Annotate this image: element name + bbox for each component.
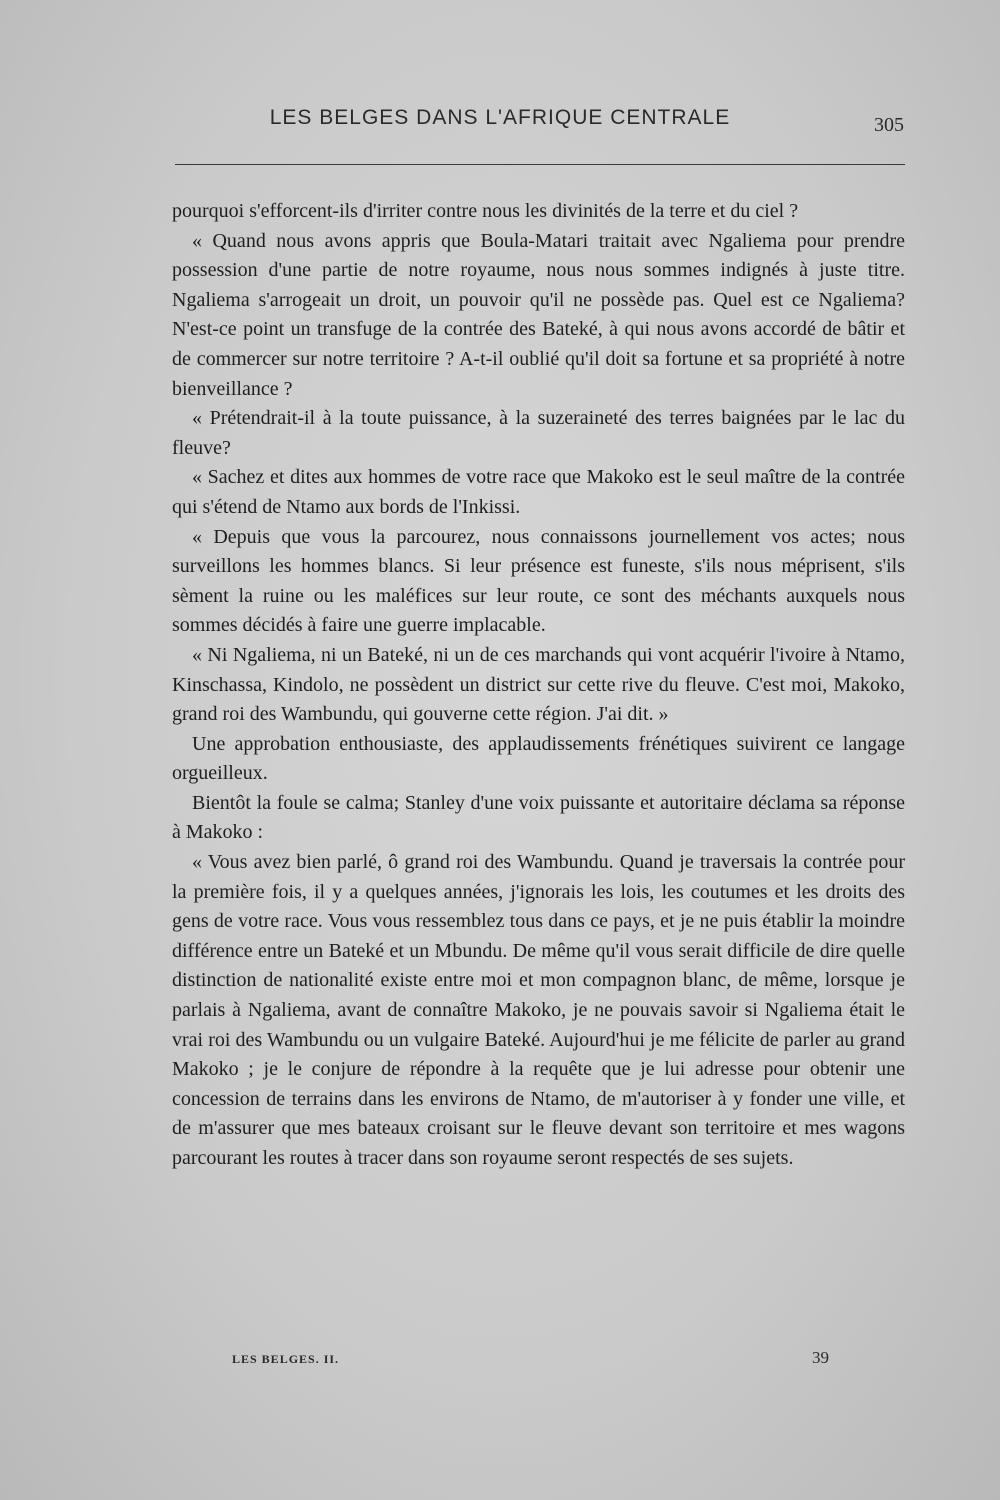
running-header: LES BELGES DANS L'AFRIQUE CENTRALE	[269, 106, 731, 129]
paragraph: Une approbation enthousiaste, des applaudissements frénétiques suivirent ce langage orgueilleux.	[172, 732, 905, 785]
paragraph: Bientôt la foule se calma; Stanley d'une voix puissante et autoritaire déclama sa réponse à Makoko :	[172, 791, 905, 844]
paragraph: « Quand nous avons appris que Boula-Matari traitait avec Ngaliema pour prendre possession d'une partie de notre royaume, nous nous sommes indignés à juste titre. Ngaliema s'arrogeait un droit, un pouvoir qu'il ne possède pas. Quel est ce Ngaliema? N'est-ce point un transfuge de la contrée des Bateké, à qui nous avons accordé de bâtir et de commercer sur notre territoire ? A-t-il oublié qu'il doit sa fortune et sa propriété à notre bienveillance ?	[172, 229, 905, 400]
header-rule	[175, 164, 905, 165]
page-number: 305	[874, 114, 904, 136]
footer-signature: LES BELGES. II.	[232, 1352, 340, 1366]
paragraph: « Vous avez bien parlé, ô grand roi des Wambundu. Quand je traversais la contrée pour la première fois, il y a quelques années, j'ignorais les lois, les coutumes et les droits des gens de votre race. Vous vous ressemblez tous dans ce pays, et je ne puis établir la moindre différence entre un Bateké et un Mbundu. De même qu'il vous serait difficile de dire quelle distinction de nationalité existe entre moi et mon compagnon blanc, de même, lorsque je parlais à Ngaliema, avant de connaître Makoko, je ne pouvais savoir si Ngaliema était le vrai roi des Wambundu ou un vulgaire Bateké. Aujourd'hui je me félicite de parler au grand Makoko ; je le conjure de répondre à la requête que je lui adresse pour obtenir une concession de terrains dans les environs de Ntamo, de m'autoriser à y fonder une ville, et de m'assurer que mes bateaux croisant sur le fleuve devant son territoire et mes wagons parcourant les routes à tracer dans son royaume seront respectés de ses sujets.	[172, 851, 905, 1169]
paragraph: « Ni Ngaliema, ni un Bateké, ni un de ces marchands qui vont acquérir l'ivoire à Ntamo, Kinschassa, Kindolo, ne possèdent un district sur cette rive du fleuve. C'est moi, Makoko, grand roi des Wambundu, qui gouverne cette région. J'ai dit. »	[172, 643, 905, 726]
paragraph: « Prétendrait-il à la toute puissance, à la suzeraineté des terres baignées par le lac du fleuve?	[172, 407, 905, 459]
paragraph: « Sachez et dites aux hommes de votre race que Makoko est le seul maître de la contrée qui s'étend de Ntamo aux bords de l'Inkissi.	[172, 466, 905, 518]
footer-sheet-number: 39	[812, 1348, 829, 1367]
paragraph: pourquoi s'efforcent-ils d'irriter contre nous les divinités de la terre et du ciel ?	[172, 200, 799, 222]
body-text	[172, 197, 905, 1174]
paragraph: « Depuis que vous la parcourez, nous connaissons journellement vos actes; nous surveillons les hommes blancs. Si leur présence est funeste, s'ils nous méprisent, s'ils sèment la ruine ou les maléfices sur leur route, ce sont des méchants auxquels nous sommes décidés à faire une guerre implacable.	[172, 525, 905, 637]
